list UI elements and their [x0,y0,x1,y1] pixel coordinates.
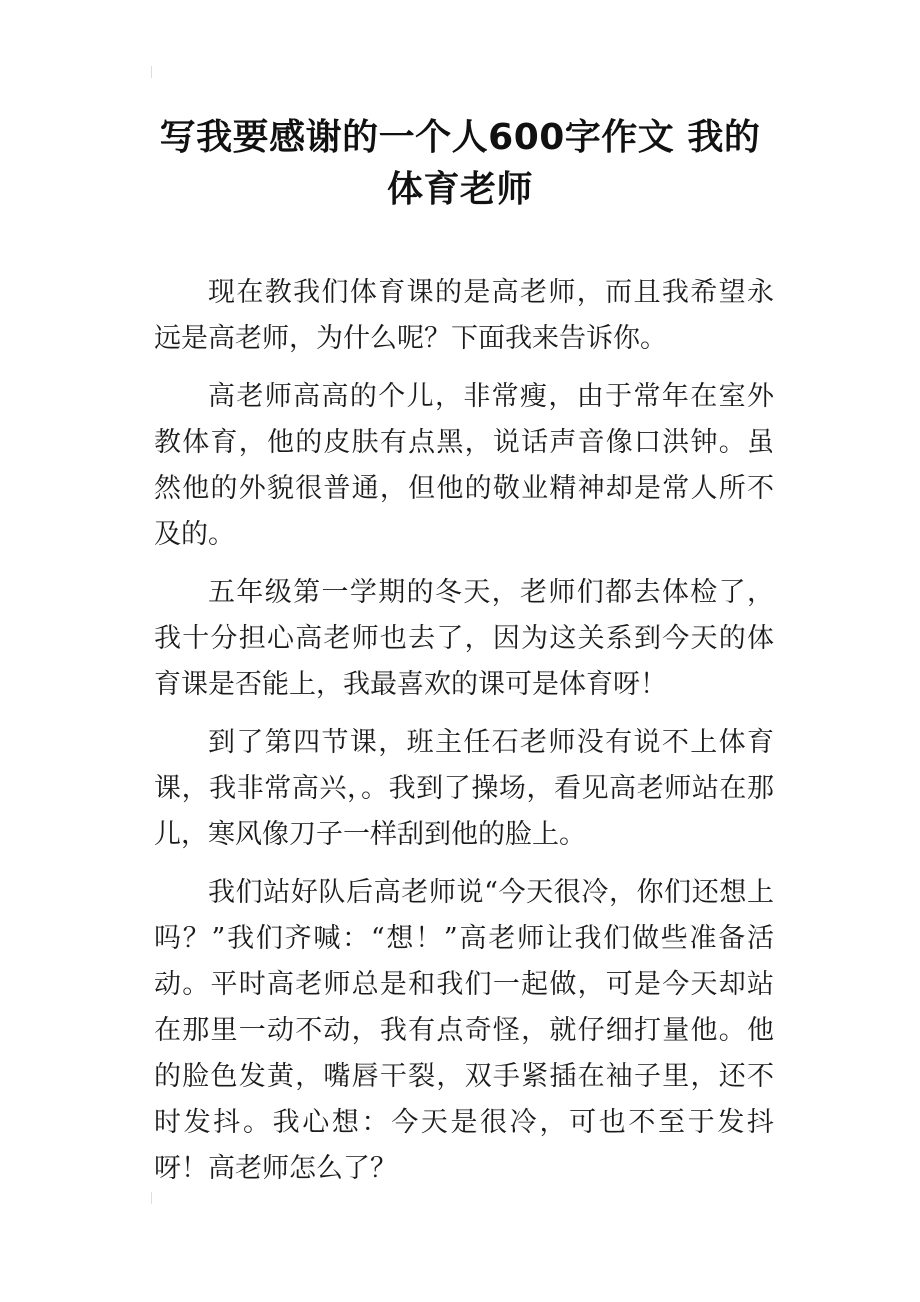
paragraph-5: 我们站好队后高老师说“今天很冷，你们还想上吗？”我们齐喊：“想！”高老师让我们做些准备活动。平时高老师总是和我们一起做，可是今天却站在那里一动不动，我有点奇怪，就仔细打量他。他的脸色发黄，嘴唇干裂，双手紧插在袖子里，还不时发抖。我心想：今天是很冷，可也不至于发抖呀！高老师怎么了？ [154,877,774,1184]
document-body [154,270,774,1204]
title-line-1: 写我要感谢的一个人600字作文 我的 [159,117,761,158]
paragraph-4: 到了第四节课，班主任石老师没有说不上体育课，我非常高兴，。我到了操场，看见高老师站在那儿，寒风像刀子一样刮到他的脸上。 [154,727,774,850]
document-title [140,112,780,216]
title-line-2: 体育老师 [386,169,533,210]
paragraph-2: 高老师高高的个儿，非常瘦，由于常年在室外教体育，他的皮肤有点黑，说话声音像口洪钟。虽然他的外貌很普通，但他的敬业精神却是常人所不及的。 [154,381,774,550]
corner-mark-top [151,66,158,78]
corner-mark-bottom [151,1192,158,1204]
paragraph-1: 现在教我们体育课的是高老师，而且我希望永远是高老师，为什么呢？下面我来告诉你。 [154,277,774,354]
paragraph-3: 五年级第一学期的冬天，老师们都去体检了，我十分担心高老师也去了，因为这关系到今天的体育课是否能上，我最喜欢的课可是体育呀！ [154,577,774,700]
